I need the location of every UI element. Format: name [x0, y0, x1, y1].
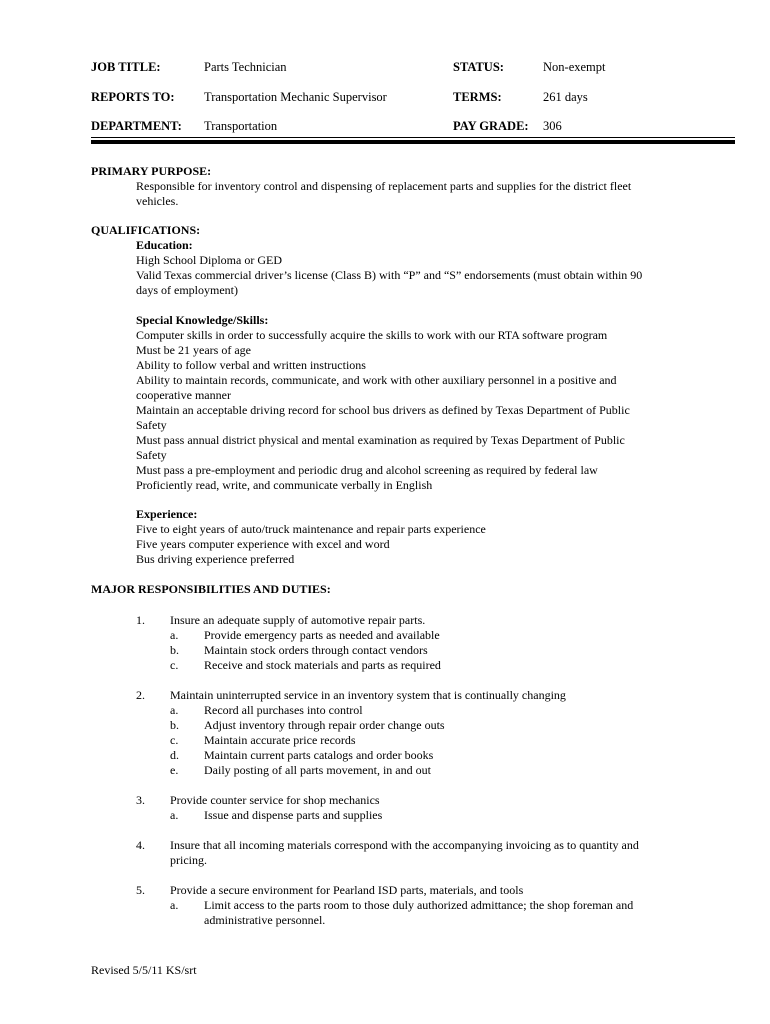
header-divider-thin	[91, 137, 735, 138]
duty-sub-letter: b.	[170, 718, 179, 732]
skills-heading: Special Knowledge/Skills:	[136, 313, 269, 327]
duties-heading: MAJOR RESPONSIBILITIES AND DUTIES:	[91, 582, 331, 596]
duty-text: Insure an adequate supply of automotive repair parts.	[170, 613, 426, 627]
experience-heading: Experience:	[136, 507, 198, 521]
duty-sub-text: Receive and stock materials and parts as required	[204, 658, 441, 672]
duty-sub-text-continued: administrative personnel.	[204, 913, 326, 927]
skill-line: Must be 21 years of age	[136, 343, 251, 357]
purpose-line: Responsible for inventory control and dispensing of replacement parts and supplies for the district fleet	[136, 179, 632, 193]
skill-line: Maintain an acceptable driving record for school bus drivers as defined by Texas Department of Public	[136, 403, 630, 417]
education-line: Valid Texas commercial driver’s license (Class B) with “P” and “S” endorsements (must obtain within 90	[136, 268, 643, 282]
education-heading: Education:	[136, 238, 193, 252]
pay-grade-value: 306	[543, 119, 562, 133]
skill-line: Computer skills in order to successfully acquire the skills to work with our RTA software program	[136, 328, 608, 342]
duty-sub-letter: c.	[170, 658, 179, 672]
department-label: DEPARTMENT:	[91, 119, 182, 133]
skills-block	[136, 313, 736, 493]
duty-sub-letter: a.	[170, 703, 179, 717]
duty-sub-letter: a.	[170, 628, 179, 642]
duty-sub-text: Daily posting of all parts movement, in and out	[204, 763, 431, 777]
experience-line: Five years computer experience with excel and word	[136, 537, 390, 551]
pay-grade-label: PAY GRADE:	[453, 119, 529, 133]
duty-sub-text: Issue and dispense parts and supplies	[204, 808, 383, 822]
purpose-line: vehicles.	[136, 194, 179, 208]
duty-sub-letter: a.	[170, 808, 179, 822]
experience-line: Bus driving experience preferred	[136, 552, 295, 566]
education-line: days of employment)	[136, 283, 238, 297]
education-block	[136, 238, 736, 298]
duty-sub-text: Record all purchases into control	[204, 703, 363, 717]
duty-text: Provide a secure environment for Pearland ISD parts, materials, and tools	[170, 883, 524, 897]
duty-sub-text: Maintain current parts catalogs and order books	[204, 748, 434, 762]
duty-sub-text: Maintain stock orders through contact vendors	[204, 643, 428, 657]
skill-line: Must pass annual district physical and mental examination as required by Texas Department of Public	[136, 433, 625, 447]
duty-number: 3.	[136, 793, 145, 807]
skill-line: cooperative manner	[136, 388, 231, 402]
status-label: STATUS:	[453, 60, 504, 74]
skill-line: Ability to follow verbal and written instructions	[136, 358, 366, 372]
duty-sub-text: Adjust inventory through repair order change outs	[204, 718, 445, 732]
job-title-label: JOB TITLE:	[91, 60, 161, 74]
duty-text: Maintain uninterrupted service in an inventory system that is continually changing	[170, 688, 566, 702]
skill-line: Safety	[136, 418, 167, 432]
primary-purpose-text	[136, 179, 736, 209]
skill-line: Ability to maintain records, communicate, and work with other auxiliary personnel in a positive and	[136, 373, 617, 387]
duty-sub-letter: e.	[170, 763, 179, 777]
job-title-value: Parts Technician	[204, 60, 287, 74]
duty-text: Insure that all incoming materials correspond with the accompanying invoicing as to quantity and	[170, 838, 639, 852]
status-value: Non-exempt	[543, 60, 606, 74]
terms-label: TERMS:	[453, 90, 502, 104]
duty-number: 2.	[136, 688, 145, 702]
header-divider-thick	[91, 140, 735, 144]
duty-sub-letter: c.	[170, 733, 179, 747]
duty-number: 4.	[136, 838, 145, 852]
duty-sub-letter: d.	[170, 748, 179, 762]
department-value: Transportation	[204, 119, 278, 133]
qualifications-heading: QUALIFICATIONS:	[91, 223, 201, 237]
education-line: High School Diploma or GED	[136, 253, 282, 267]
duty-sub-text: Maintain accurate price records	[204, 733, 356, 747]
experience-block	[136, 507, 736, 567]
duty-number: 5.	[136, 883, 145, 897]
skill-line: Must pass a pre-employment and periodic drug and alcohol screening as required by federal law	[136, 463, 598, 477]
duty-number: 1.	[136, 613, 145, 627]
reports-to-value: Transportation Mechanic Supervisor	[204, 90, 387, 104]
primary-purpose-heading: PRIMARY PURPOSE:	[91, 164, 212, 178]
duty-sub-letter: a.	[170, 898, 179, 912]
skill-line: Safety	[136, 448, 167, 462]
reports-to-label: REPORTS TO:	[91, 90, 175, 104]
revision-footer: Revised 5/5/11 KS/srt	[91, 963, 197, 977]
duty-sub-letter: b.	[170, 643, 179, 657]
duty-text: Provide counter service for shop mechanics	[170, 793, 380, 807]
skill-line: Proficiently read, write, and communicate verbally in English	[136, 478, 433, 492]
terms-value: 261 days	[543, 90, 588, 104]
duty-text-continued: pricing.	[170, 853, 207, 867]
duty-sub-text: Provide emergency parts as needed and available	[204, 628, 440, 642]
duty-sub-text: Limit access to the parts room to those duly authorized admittance; the shop foreman and	[204, 898, 634, 912]
experience-line: Five to eight years of auto/truck maintenance and repair parts experience	[136, 522, 486, 536]
